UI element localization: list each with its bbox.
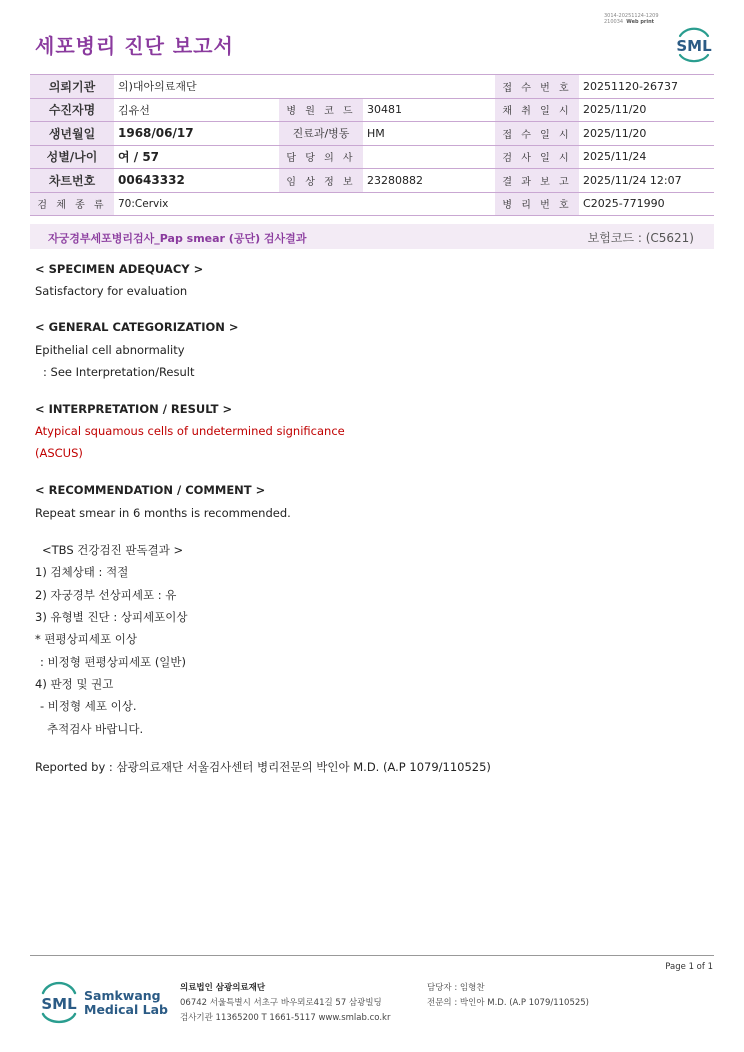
info-row <box>30 145 714 169</box>
exam-date-value: 2025/11/24 <box>579 145 714 169</box>
pathology-no-label: 병 리 번 호 <box>495 192 579 216</box>
tbs-line: 3) 유형별 진단 : 상피세포이상 <box>35 610 188 624</box>
info-row <box>30 98 714 122</box>
interpretation-abbrev: (ASCUS) <box>35 446 83 460</box>
dept-label: 진료과/병동 <box>279 122 363 146</box>
tbs-line: : 비정형 편평상피세포 (일반) <box>40 655 187 669</box>
clinical-label: 임 상 정 보 <box>279 169 363 193</box>
requester-value: 의)대아의료재단 <box>114 75 495 99</box>
recommendation-text: Repeat smear in 6 months is recommended. <box>35 506 291 520</box>
pathology-no-value: C2025-771990 <box>579 192 714 216</box>
footer-divider <box>30 955 714 956</box>
requester-label: 의뢰기관 <box>30 75 114 99</box>
info-row <box>30 169 714 193</box>
info-row <box>30 122 714 146</box>
chart-no-label: 차트번호 <box>30 169 114 193</box>
tbs-line: * 편평상피세포 이상 <box>35 632 137 646</box>
dept-value: HM <box>363 122 495 146</box>
tbs-line: 2) 자궁경부 선상피세포 : 유 <box>35 588 177 602</box>
org-name: 의료법인 삼광의료재단 <box>180 983 266 993</box>
doctor-label: 담 당 의 사 <box>279 145 363 169</box>
exam-date-label: 검 사 일 시 <box>495 145 579 169</box>
insurance-code: 보험코드 : (C5621) <box>587 231 694 245</box>
brand-name <box>84 989 168 1017</box>
chart-no-value: 00643332 <box>114 169 279 193</box>
category-heading: < GENERAL CATEGORIZATION > <box>35 320 239 334</box>
staff-pathologist: 전문의 : 박인아 M.D. (A.P 1079/110525) <box>427 998 589 1008</box>
svg-text:SML: SML <box>41 995 77 1013</box>
page-number: Page 1 of 1 <box>665 962 713 972</box>
print-label: Web print <box>626 19 655 25</box>
org-address: 06742 서울특별시 서초구 바우뫼로41길 57 삼광빌딩 <box>180 998 382 1008</box>
receipt-no-value: 20251120-26737 <box>579 75 714 99</box>
report-date-label: 결 과 보 고 <box>495 169 579 193</box>
interpretation-text: Atypical squamous cells of undetermined significance <box>35 424 345 438</box>
recommendation-heading: < RECOMMENDATION / COMMENT > <box>35 483 266 497</box>
patient-info-table <box>30 74 714 216</box>
svg-text:SML: SML <box>676 37 712 55</box>
receipt-date-label: 접 수 일 시 <box>495 122 579 146</box>
staff-manager: 담당자 : 임형찬 <box>427 983 485 993</box>
reported-by: Reported by : 삼광의료재단 서울검사센터 병리전문의 박인아 M.D. (A.P 1079/110525) <box>35 760 491 774</box>
adequacy-text: Satisfactory for evaluation <box>35 284 188 298</box>
brand-line: Medical Lab <box>84 1002 168 1017</box>
brand-line: Samkwang <box>84 988 161 1003</box>
info-row <box>30 75 714 99</box>
org-contact: 검사기관 11365200 T 1661-5117 www.smlab.co.kr <box>180 1013 391 1023</box>
report-date-value: 2025/11/24 12:07 <box>579 169 714 193</box>
print-stamp <box>604 13 659 25</box>
exam-header <box>30 224 714 249</box>
collect-date-value: 2025/11/20 <box>579 98 714 122</box>
patient-value: 김유선 <box>114 98 279 122</box>
patient-label: 수진자명 <box>30 98 114 122</box>
sml-logo <box>36 980 82 1024</box>
sml-logo <box>672 24 716 64</box>
sex-age-value: 여 / 57 <box>114 145 279 169</box>
tbs-line: 4) 판정 및 권고 <box>35 677 114 691</box>
category-detail: : See Interpretation/Result <box>43 365 195 379</box>
clinical-value: 23280882 <box>363 169 495 193</box>
collect-date-label: 채 취 일 시 <box>495 98 579 122</box>
hospital-code-label: 병 원 코 드 <box>279 98 363 122</box>
tbs-heading: <TBS 건강검진 판독결과 > <box>42 543 184 557</box>
tbs-line: 1) 검체상태 : 적절 <box>35 565 129 579</box>
specimen-label: 검 체 종 류 <box>30 192 114 216</box>
receipt-no-label: 접 수 번 호 <box>495 75 579 99</box>
specimen-value: 70:Cervix <box>114 192 495 216</box>
tbs-line: 추적검사 바랍니다. <box>47 722 144 736</box>
dob-value: 1968/06/17 <box>114 122 279 146</box>
adequacy-heading: < SPECIMEN ADEQUACY > <box>35 262 204 276</box>
category-text: Epithelial cell abnormality <box>35 343 185 357</box>
tbs-line: - 비정형 세포 이상. <box>40 699 137 713</box>
print-code-1: 3014-20251124-1209 <box>604 13 659 19</box>
exam-title: 자궁경부세포병리검사_Pap smear (공단) 검사결과 <box>48 232 307 245</box>
dob-label: 생년월일 <box>30 122 114 146</box>
hospital-code-value: 30481 <box>363 98 495 122</box>
sex-age-label: 성별/나이 <box>30 145 114 169</box>
interpretation-heading: < INTERPRETATION / RESULT > <box>35 402 233 416</box>
print-code-2: 210034 <box>604 19 624 25</box>
page-title: 세포병리 진단 보고서 <box>35 34 234 58</box>
receipt-date-value: 2025/11/20 <box>579 122 714 146</box>
info-row <box>30 192 714 216</box>
doctor-value <box>363 145 495 169</box>
